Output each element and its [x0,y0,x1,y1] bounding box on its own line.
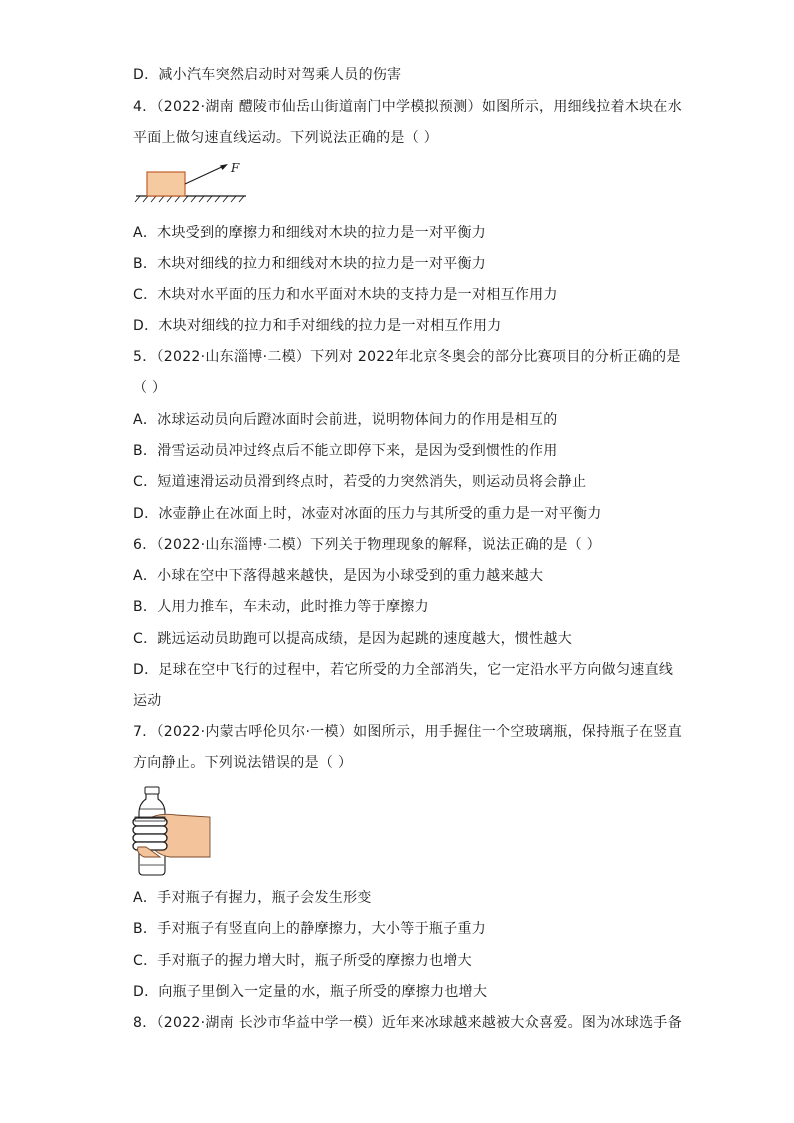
q5-option-a: A．冰球运动员向后蹬冰面时会前进，说明物体间力的作用是相互的 [133,412,558,428]
q4-option-d: D．木块对细线的拉力和手对细线的拉力是一对相互作用力 [133,318,502,334]
q7-option-d: D．向瓶子里倒入一定量的水，瓶子所受的摩擦力也增大 [133,984,488,1000]
q5-stem-line2: （ ） [133,380,167,396]
block-on-surface-figure [134,158,254,210]
bottle-cap [145,787,159,794]
q3-option-d: D．减小汽车突然启动时对驾乘人员的伤害 [133,67,402,83]
force-arrow [185,165,226,184]
force-label: F [231,161,240,175]
q6-option-a: A．小球在空中下落得越来越快，是因为小球受到的重力越来越大 [133,568,544,584]
q7-option-c: C．手对瓶子的握力增大时，瓶子所受的摩擦力也增大 [133,953,472,969]
q8-stem-line1: 8．（2022·湖南 长沙市华益中学一模）近年来冰球越来越被大众喜爱。图为冰球选手备 [133,1015,683,1031]
q4-option-a: A．木块受到的摩擦力和细线对木块的拉力是一对平衡力 [133,225,487,241]
arrow-head-icon [220,164,228,170]
q7-option-b: B．手对瓶子有竖直向上的静摩擦力，大小等于瓶子重力 [133,921,487,937]
q6-option-d-line1: D．足球在空中飞行的过程中，若它所受的力全部消失，它一定沿水平方向做匀速直线 [133,662,674,678]
q4-option-c: C．木块对水平面的压力和水平面对木块的支持力是一对相互作用力 [133,287,558,303]
q6-option-c: C．跳远运动员助跑可以提高成绩，是因为起跳的速度越大，惯性越大 [133,631,573,647]
q5-option-d: D．冰壶静止在冰面上时，冰壶对冰面的压力与其所受的重力是一对平衡力 [133,506,602,522]
q6-stem-line1: 6．（2022·山东淄博·二模）下列关于物理现象的解释，说法正确的是（ ） [133,537,601,553]
q4-stem-line2: 平面上做匀速直线运动。下列说法正确的是（ ） [133,130,439,146]
q7-stem-line1: 7．（2022·内蒙古呼伦贝尔·一模）如图所示，用手握住一个空玻璃瓶，保持瓶子在竖直 [133,724,683,740]
q4-option-b: B．木块对细线的拉力和细线对木块的拉力是一对平衡力 [133,256,487,272]
q7-stem-line2: 方向静止。下列说法错误的是（ ） [133,755,353,771]
fingers [133,817,167,850]
hand-holding-bottle-figure [132,785,212,877]
q5-option-b: B．滑雪运动员冲过终点后不能立即停下来，是因为受到惯性的作用 [133,443,558,459]
q5-stem-line1: 5．（2022·山东淄博·二模）下列对 2022年北京冬奥会的部分比赛项目的分析正确的是 [133,349,681,365]
q5-option-c: C．短道速滑运动员滑到终点时，若受的力突然消失，则运动员将会静止 [133,474,587,490]
ground-hatching [135,196,244,202]
q6-option-b: B．人用力推车，车未动，此时推力等于摩擦力 [133,599,429,615]
q4-stem-line1: 4．（2022·湖南 醴陵市仙岳山街道南门中学模拟预测）如图所示，用细线拉着木块在水 [133,99,683,115]
wooden-block [147,172,185,196]
q6-option-d-line2: 运动 [133,693,162,709]
q7-option-a: A．手对瓶子有握力，瓶子会发生形变 [133,890,372,906]
